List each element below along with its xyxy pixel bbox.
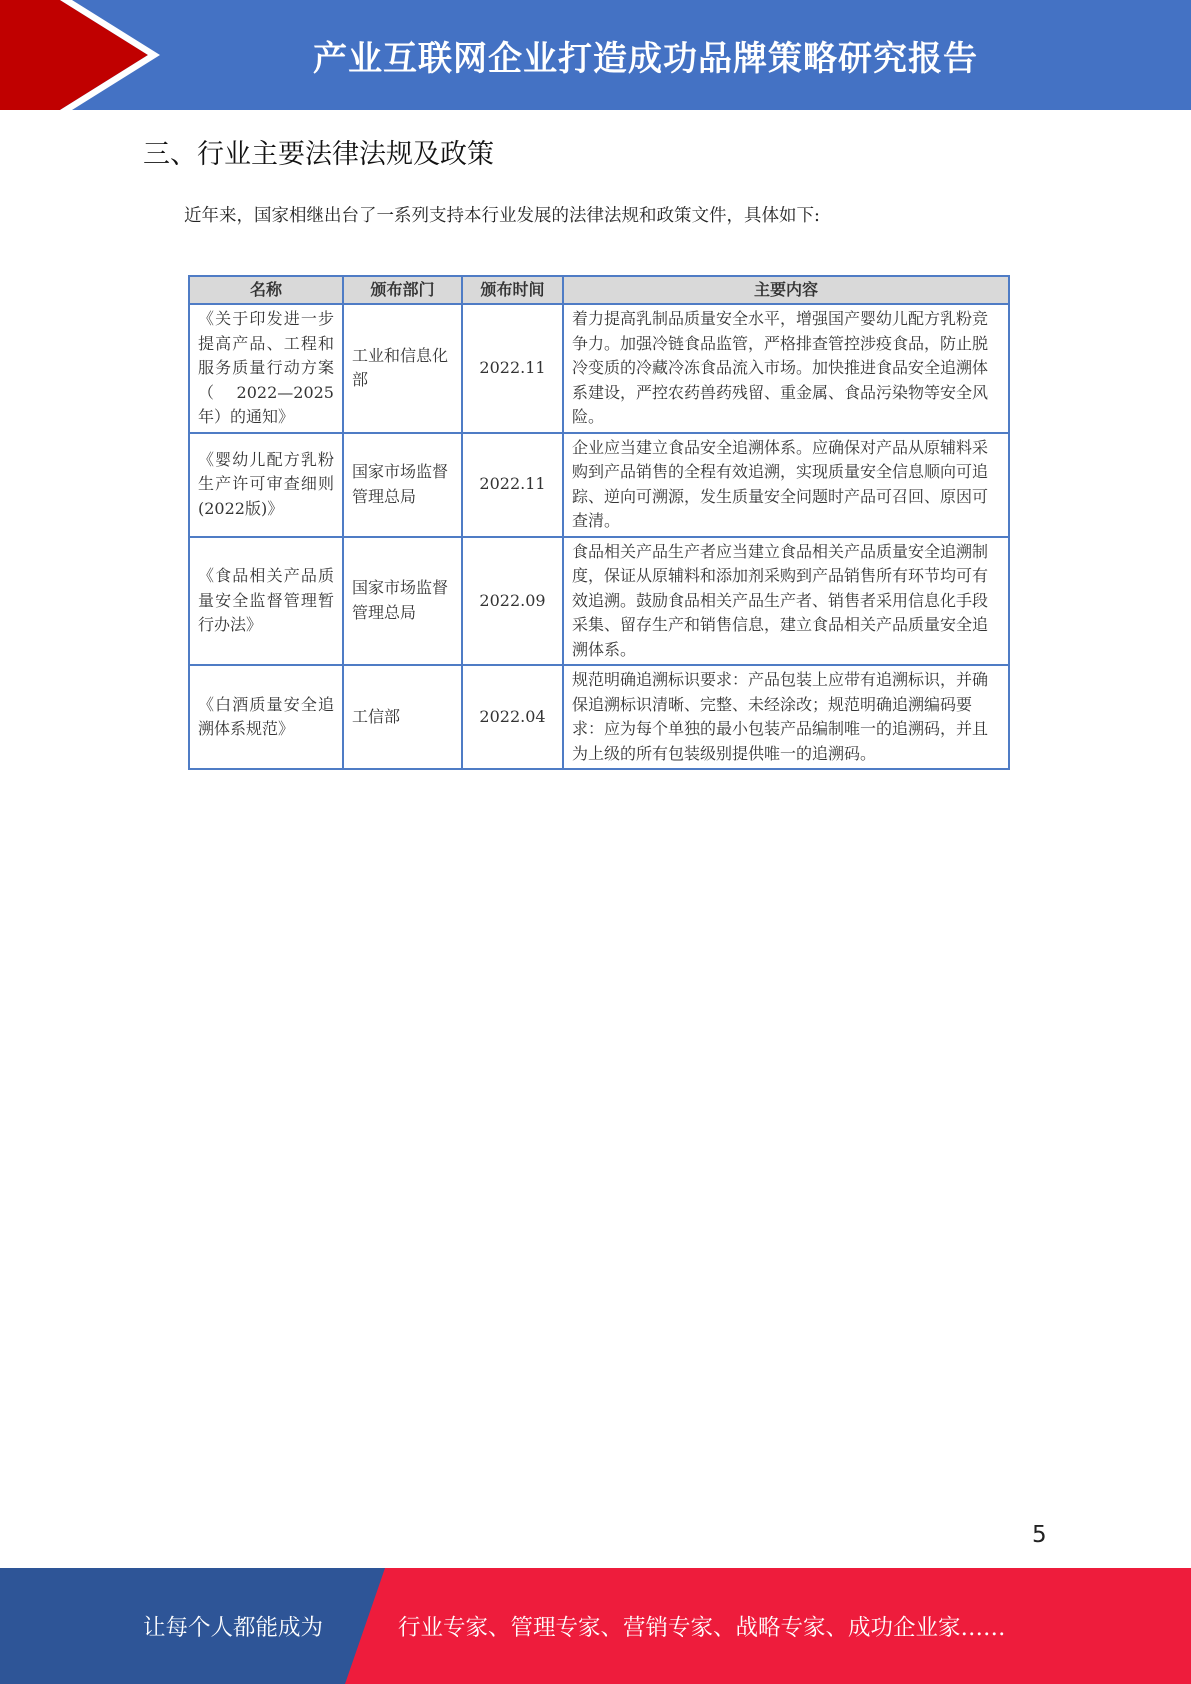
table-row <box>189 433 1009 537</box>
header-date: 颁布时间 <box>462 276 563 304</box>
header-content: 主要内容 <box>563 276 1009 304</box>
row-dept: 工业和信息化部 <box>343 304 462 433</box>
row-date: 2022.11 <box>462 304 563 433</box>
row-date: 2022.11 <box>462 433 563 537</box>
footer-slogan-left: 让每个人都能成为 <box>143 1615 324 1641</box>
table-header-row <box>189 276 1009 304</box>
row-dept: 国家市场监督管理总局 <box>343 537 462 666</box>
row-date: 2022.09 <box>462 537 563 666</box>
table-row <box>189 537 1009 666</box>
row-content: 食品相关产品生产者应当建立食品相关产品质量安全追溯制度，保证从原辅料和添加剂采购到产品销售所有环节均可有效追溯。鼓励食品相关产品生产者、销售者采用信息化手段采集、留存生产和销售信息，建立食品相关产品质量安全追溯体系。 <box>563 537 1009 666</box>
row-name: 《关于印发进一步提高产品、工程和服务质量行动方案（2022—2025年）的通知》 <box>189 304 343 433</box>
row-date: 2022.04 <box>462 665 563 769</box>
report-footer <box>0 1568 1191 1684</box>
row-content: 企业应当建立食品安全追溯体系。应确保对产品从原辅料采购到产品销售的全程有效追溯，实现质量安全信息顺向可追踪、逆向可溯源，发生质量安全问题时产品可召回、原因可查清。 <box>563 433 1009 537</box>
policy-table <box>188 275 1010 770</box>
header-dept: 颁布部门 <box>343 276 462 304</box>
row-dept: 工信部 <box>343 665 462 769</box>
row-name: 《白酒质量安全追溯体系规范》 <box>189 665 343 769</box>
header-name: 名称 <box>189 276 343 304</box>
red-chevron-decoration <box>0 0 160 110</box>
section-heading: 三、行业主要法律法规及政策 <box>143 139 494 170</box>
row-name: 《食品相关产品质量安全监督管理暂行办法》 <box>189 537 343 666</box>
row-name: 《婴幼儿配方乳粉生产许可审查细则(2022版)》 <box>189 433 343 537</box>
report-header <box>0 0 1191 110</box>
page-number: 5 <box>1032 1522 1047 1548</box>
row-content: 规范明确追溯标识要求：产品包装上应带有追溯标识，并确保追溯标识清晰、完整、未经涂改；规范明确追溯编码要求：应为每个单独的最小包装产品编制唯一的追溯码，并且为上级的所有包装级别提供唯一的追溯码。 <box>563 665 1009 769</box>
row-content: 着力提高乳制品质量安全水平，增强国产婴幼儿配方乳粉竞争力。加强冷链食品监管，严格排查管控涉疫食品，防止脱冷变质的冷藏冷冻食品流入市场。加快推进食品安全追溯体系建设，严控农药兽药残留、重金属、食品污染物等安全风险。 <box>563 304 1009 433</box>
table-row <box>189 304 1009 433</box>
table-row <box>189 665 1009 769</box>
footer-slogan-right: 行业专家、管理专家、营销专家、战略专家、成功企业家…… <box>398 1615 1006 1641</box>
row-dept: 国家市场监督管理总局 <box>343 433 462 537</box>
report-title: 产业互联网企业打造成功品牌策略研究报告 <box>313 38 978 79</box>
intro-paragraph: 近年来，国家相继出台了一系列支持本行业发展的法律法规和政策文件，具体如下: <box>184 206 820 226</box>
